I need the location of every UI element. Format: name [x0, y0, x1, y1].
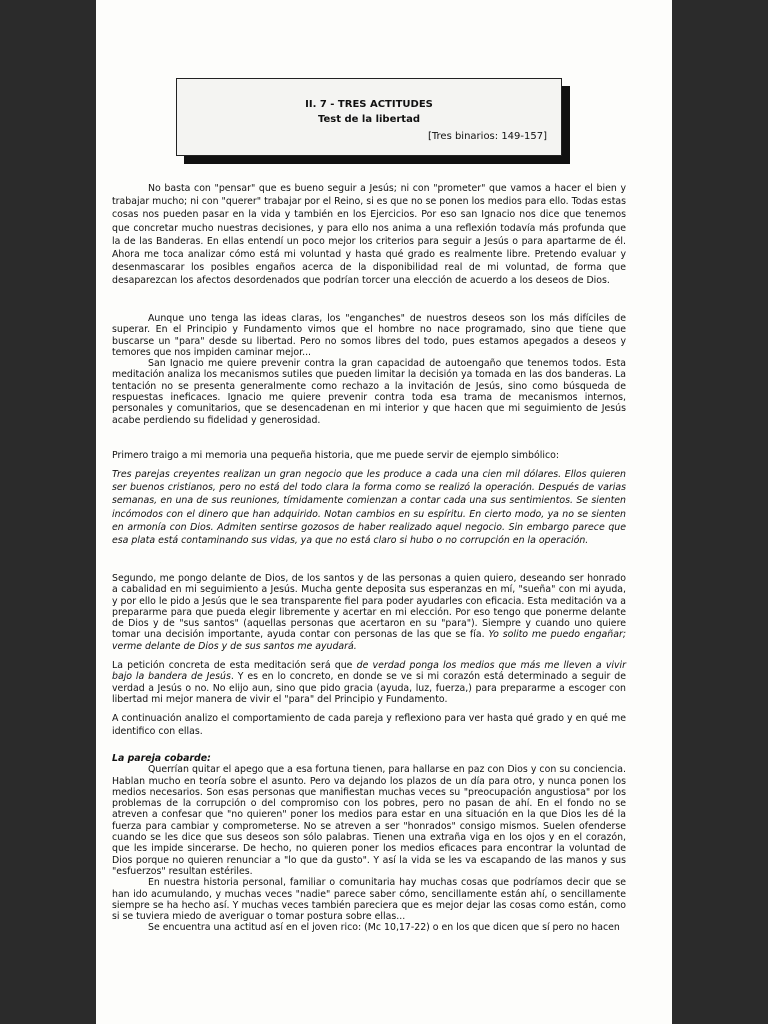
paragraph-segundo	[112, 573, 626, 652]
document-page	[96, 0, 672, 1024]
paragraph-pareja-cobarde: Querrían quitar el apego que a esa fortuna tienen, para hallarse en paz con Dios y con su conciencia. Hablan mucho en teoría sobre el asunto. Pero va dejando los plazos de un día para otro, y nunca ponen los medios necesarios. Son esas personas que manifiestan muchas veces su "preocupación angustiosa" por los problemas de la corrupción o del compromiso con los pobres, pero no pasan de ahí. En el fondo no se atreven a confesar que "no quieren" poner los medios para estar en una situación en la que Dios les dé la fuerza para cambiar y comprometerse. No se atreven a ser "honrados" consigo mismos. Suelen ofenderse cuando se les dice que sus deseos son sólo palabras. Tienen una extraña viga en los ojos y en el corazón, que les impide sincerarse. De hecho, no quieren poner los medios eficaces para encontrar la voluntad de Dios porque no quieren renunciar a "lo que da gusto". Y así la vida se les va escapando de las manos y sus "esfuerzos" resultan estériles.	[112, 764, 626, 877]
body-block-2	[112, 449, 626, 462]
intro-block	[112, 182, 626, 288]
section-reference: [Tres binarios: 149-157]	[427, 131, 547, 142]
body-block-6	[112, 753, 626, 934]
section-heading-pareja-cobarde: La pareja cobarde:	[112, 753, 211, 764]
body-block-5	[112, 712, 626, 738]
peticion-rest: . Y es en lo concreto, en donde se ve si mi corazón está determinado a seguir de verdad a Jesús o no. No elijo aun, sino que pido gracia (ayuda, luz, fuerza,) para prepararme a escoger con libertad mi mejor manera de vivir el "para" del Principio y Fundamento.	[112, 671, 626, 705]
body-block-4	[112, 660, 626, 705]
intro-paragraph: No basta con "pensar" que es bueno seguir a Jesús; ni con "prometer" que vamos a hacer el bien y trabajar mucho; ni con "querer" trabajar por el Reino, si es que no se ponen los medios para ello. Todas estas cosas nos pueden pasar en la vida y también en los Ejercicios. Por eso san Ignacio nos dice que tenemos que concretar mucho nuestras decisiones, y para ello nos anima a una reflexión todavía más profunda que la de las Banderas. En ellas entendí un poco mejor los criterios para seguir a Jesús o para apartarme de él. Ahora me toca analizar cómo está mi voluntad y hasta qué grado es realmente libre. Pretendo evaluar y desenmascarar los posibles engaños acerca de la disponibilidad real de mi voluntad, de forma que desaparezcan los afectos desordenados que podrían torcer una elección de acuerdo a los deseos de Dios.	[112, 183, 626, 287]
paragraph-historia-intro: Primero traigo a mi memoria una pequeña historia, que me puede servir de ejemplo simbólico:	[112, 450, 559, 461]
body-block-1	[112, 313, 626, 426]
story-paragraph: Tres parejas creyentes realizan un gran negocio que les produce a cada una cien mil dólares. Ellos quieren ser buenos cristianos, pero no está del todo clara la forma como se realizó la operación. Después de varias semanas, en una de sus reuniones, tímidamente comienzan a contar cada una sus sentimientos. Se sienten incómodos con el dinero que han adquirido. Notan cambios en su espíritu. En cierto modo, ya no se sienten en armonía con Dios. Admiten sentirse gozosos de haber realizado aquel negocio. Sin embargo parece que esa plata está contaminando sus vidas, ya que no está claro si hubo o no corrupción en la operación.	[112, 469, 626, 547]
peticion-italic: de verdad ponga los medios que más me lleven a vivir bajo la bandera de Jesús	[112, 660, 626, 683]
paragraph-peticion	[112, 660, 626, 705]
paragraph-enganches: Aunque uno tenga las ideas claras, los "enganches" de nuestros deseos son los más difíciles de superar. En el Principio y Fundamento vimos que el hombre no nace programado, sino que tiene que buscarse un "para" desde su libertad. Pero no somos libres del todo, pues estamos apegados a deseos y temores que nos impiden caminar mejor...	[112, 313, 626, 358]
title-box	[176, 78, 562, 156]
body-block-3	[112, 573, 626, 652]
paragraph-continuacion: A continuación analizo el comportamiento de cada pareja y reflexiono para ver hasta qué grado y en qué me identifico con ellas.	[112, 713, 626, 738]
paragraph-historia-personal: En nuestra historia personal, familiar o comunitaria hay muchas cosas que podríamos decir que se han ido acumulando, y muchas veces "nadie" parece saber cómo, sencillamente están ahí, o sencillamente siempre se ha hecho así. Y muchas veces también pareciera que es mejor dejar las cosas como están, como si se tuviera miedo de averiguar o tomar postura sobre ellas...	[112, 877, 626, 923]
peticion-lead: La petición concreta de esta meditación será que	[112, 660, 357, 671]
paragraph-segundo-italic: Yo solito me puedo engañar; verme delante de Dios y de sus santos me ayudará.	[112, 629, 626, 652]
section-title: II. 7 - TRES ACTITUDES	[305, 99, 433, 110]
paragraph-joven-rico: Se encuentra una actitud así en el joven rico: (Mc 10,17-22) o en los que dicen que sí pero no hacen	[148, 922, 620, 934]
paragraph-segundo-text: Segundo, me pongo delante de Dios, de los santos y de las personas a quien quiero, deseando ser honrado a cabalidad en mi seguimiento a Jesús. Mucha gente deposita sus esperanzas en mí, "sueña" con mi ayuda, y por ello le pido a Jesús que le sea transparente fiel para poder ayudarles con eficacia. Esta meditación va a prepararme para que pueda elegir libremente y acertar en mi elección. Por eso tengo que ponerme delante de Dios y de "sus santos" (aquellas personas que acertaron en su "para"). Siempre y cuando uno quiere tomar una decisión importante, ayuda contar con personas de las que se fía.	[112, 573, 626, 641]
section-subtitle: Test de la libertad	[318, 114, 420, 125]
paragraph-autoengano: San Ignacio me quiere prevenir contra la gran capacidad de autoengaño que tenemos todos. Esta meditación analiza los mecanismos sutiles que pueden limitar la decisión ya tomada en las dos banderas. La tentación no se presenta generalmente como rechazo a la invitación de Jesús, sino como búsqueda de respuestas ineficaces. Ignacio me quiere prevenir contra toda esa trama de mecanismos internos, personales y comunitarios, que se desencadenan en mi interior y que hacen que mi seguimiento de Jesús acabe perdiendo su fidelidad y generosidad.	[112, 358, 626, 426]
story-block	[112, 468, 626, 547]
